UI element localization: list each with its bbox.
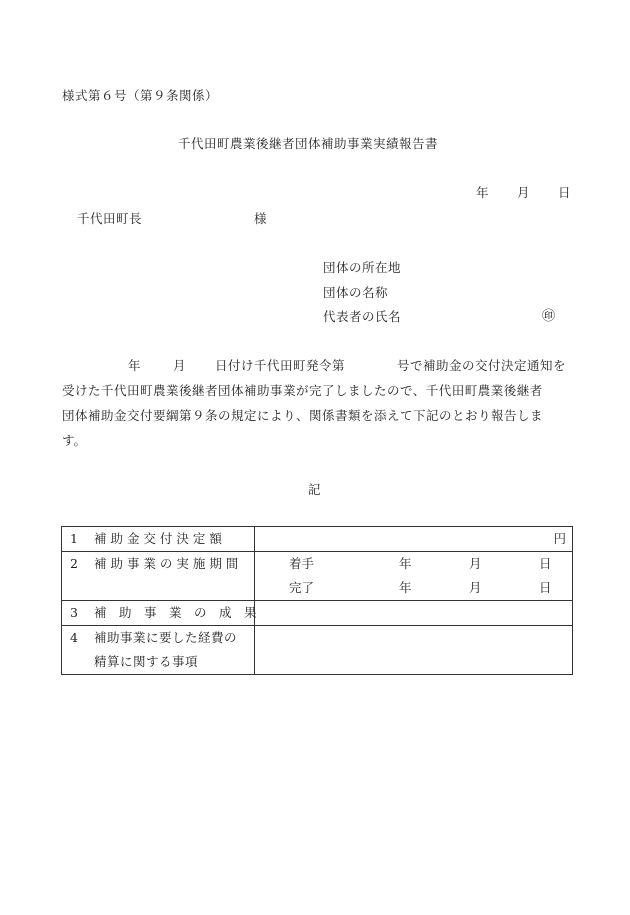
body-year: 年 bbox=[128, 358, 141, 373]
body-line-4: す。 bbox=[62, 433, 87, 448]
rep-name-label: 代表者の氏名 bbox=[323, 309, 402, 324]
row-number: 3 bbox=[70, 605, 78, 620]
body-line-3: 団体補助金交付要綱第９条の規定により、関係書類を添えて下記のとおり報告しま bbox=[62, 408, 544, 423]
start-year: 年 bbox=[399, 556, 412, 571]
date-day: 日 bbox=[558, 185, 571, 200]
row-number: 4 bbox=[70, 630, 78, 645]
table-row bbox=[62, 626, 573, 675]
yen-unit: 円 bbox=[553, 531, 566, 546]
expense-cell bbox=[255, 626, 573, 675]
table-row bbox=[62, 601, 573, 626]
seal-icon: ㊞ bbox=[542, 309, 556, 324]
row-number: 1 bbox=[70, 531, 78, 546]
report-table bbox=[61, 526, 573, 675]
start-month: 月 bbox=[469, 556, 482, 571]
row-label: 補 助 事 業 の 実 施 期 間 bbox=[94, 556, 239, 571]
end-day: 日 bbox=[539, 580, 552, 595]
form-number: 様式第６号（第９条関係） bbox=[62, 88, 219, 103]
row-label: 補 助 金 交 付 決 定 額 bbox=[94, 531, 222, 546]
start-label: 着手 bbox=[289, 556, 315, 571]
table-row bbox=[62, 552, 573, 601]
body-month: 月 bbox=[173, 358, 186, 373]
body-date-suffix: 日付け千代田町発令第 bbox=[215, 358, 346, 373]
period-cell bbox=[255, 552, 573, 601]
row-label-line-2: 精算に関する事項 bbox=[94, 654, 199, 669]
body-line-2: 受けた千代田町農業後継者団体補助事業が完了しましたので、千代田町農業後継者 bbox=[62, 383, 543, 398]
table-row bbox=[62, 527, 573, 552]
org-name-label: 団体の名称 bbox=[323, 285, 389, 300]
ki-marker: 記 bbox=[308, 482, 321, 497]
document-title: 千代田町農業後継者団体補助事業実績報告書 bbox=[178, 136, 439, 151]
body-number-suffix: 号で補助金の交付決定通知を bbox=[397, 358, 567, 373]
row-label: 補 助 事 業 の 成 果 bbox=[94, 605, 257, 620]
row-number: 2 bbox=[70, 556, 78, 571]
date-month: 月 bbox=[517, 185, 530, 200]
start-day: 日 bbox=[539, 556, 552, 571]
results-cell bbox=[255, 601, 573, 626]
addressee-honorific: 様 bbox=[254, 211, 267, 226]
address-label: 団体の所在地 bbox=[323, 260, 402, 275]
addressee-name: 千代田町長 bbox=[77, 211, 143, 226]
end-year: 年 bbox=[399, 580, 412, 595]
end-month: 月 bbox=[469, 580, 482, 595]
end-label: 完了 bbox=[289, 580, 315, 595]
date-year: 年 bbox=[476, 185, 489, 200]
row-label: 補助事業に要した経費の bbox=[94, 630, 238, 645]
grant-amount-cell bbox=[255, 527, 573, 552]
